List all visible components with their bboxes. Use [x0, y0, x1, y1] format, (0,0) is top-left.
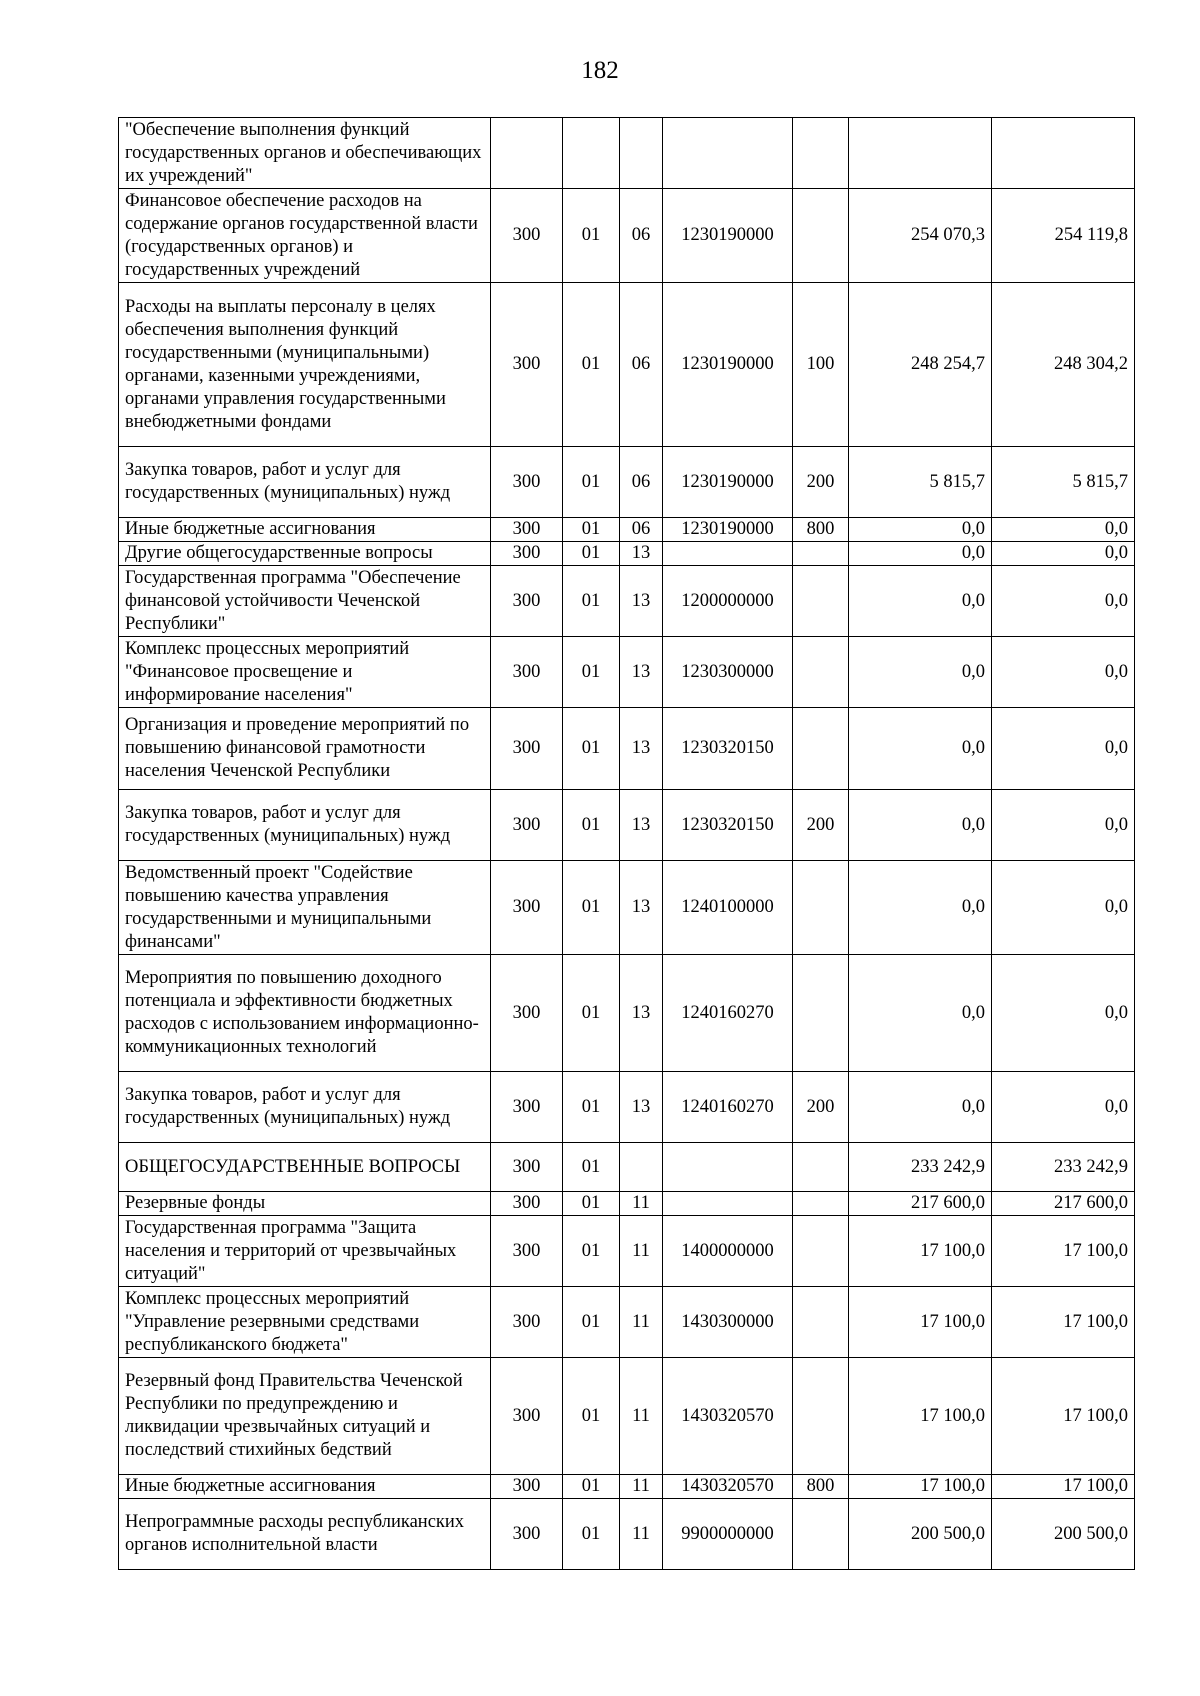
- row-name: ОБЩЕГОСУДАРСТВЕННЫЕ ВОПРОСЫ: [119, 1143, 491, 1192]
- row-name: Иные бюджетные ассигнования: [119, 1475, 491, 1499]
- row-name: Резервный фонд Правительства Чеченской Республики по предупреждению и ликвидации чрезвычайных ситуаций и последствий стихийных бедствий: [119, 1358, 491, 1475]
- amount-year-2: [992, 118, 1135, 189]
- code-section: 01: [563, 1499, 620, 1570]
- code-subsection: 06: [620, 518, 663, 542]
- amount-year-1: 0,0: [849, 637, 992, 708]
- table-row: [119, 447, 1135, 518]
- amount-year-2: 0,0: [992, 955, 1135, 1072]
- amount-year-1: 248 254,7: [849, 283, 992, 447]
- code-section: 01: [563, 1358, 620, 1475]
- row-name: Финансовое обеспечение расходов на содержание органов государственной власти (государственных органов) и государственных учреждений: [119, 189, 491, 283]
- code-ved: 300: [491, 861, 563, 955]
- code-ved: 300: [491, 447, 563, 518]
- table-body: [119, 118, 1135, 1570]
- row-name: Комплекс процессных мероприятий "Финансовое просвещение и информирование населения": [119, 637, 491, 708]
- code-ved: 300: [491, 790, 563, 861]
- code-target-article: 1230190000: [663, 447, 793, 518]
- amount-year-1: 0,0: [849, 955, 992, 1072]
- code-subsection: 13: [620, 955, 663, 1072]
- code-ved: [491, 118, 563, 189]
- table-row: [119, 1358, 1135, 1475]
- row-name: Организация и проведение мероприятий по повышению финансовой грамотности населения Чеченской Республики: [119, 708, 491, 790]
- code-section: 01: [563, 861, 620, 955]
- code-subsection: 13: [620, 1072, 663, 1143]
- table-row: [119, 1499, 1135, 1570]
- code-subsection: 13: [620, 790, 663, 861]
- amount-year-2: 248 304,2: [992, 283, 1135, 447]
- code-target-article: 1230190000: [663, 283, 793, 447]
- code-subsection: 06: [620, 447, 663, 518]
- amount-year-2: 0,0: [992, 1072, 1135, 1143]
- amount-year-1: [849, 118, 992, 189]
- code-section: 01: [563, 708, 620, 790]
- table-row: [119, 1287, 1135, 1358]
- amount-year-2: 17 100,0: [992, 1287, 1135, 1358]
- code-expense-type: [793, 1358, 849, 1475]
- amount-year-1: 0,0: [849, 1072, 992, 1143]
- table-row: [119, 637, 1135, 708]
- code-subsection: [620, 118, 663, 189]
- code-expense-type: [793, 637, 849, 708]
- code-target-article: 1240100000: [663, 861, 793, 955]
- code-ved: 300: [491, 708, 563, 790]
- amount-year-2: 17 100,0: [992, 1358, 1135, 1475]
- amount-year-2: 233 242,9: [992, 1143, 1135, 1192]
- code-expense-type: [793, 1499, 849, 1570]
- table-row: [119, 518, 1135, 542]
- code-subsection: 06: [620, 189, 663, 283]
- code-section: [563, 118, 620, 189]
- amount-year-1: 0,0: [849, 861, 992, 955]
- code-expense-type: [793, 1143, 849, 1192]
- code-target-article: 1230300000: [663, 637, 793, 708]
- table-row: [119, 1216, 1135, 1287]
- code-section: 01: [563, 542, 620, 566]
- code-target-article: 1240160270: [663, 1072, 793, 1143]
- amount-year-1: 0,0: [849, 566, 992, 637]
- code-target-article: [663, 1192, 793, 1216]
- table-row: [119, 1192, 1135, 1216]
- code-ved: 300: [491, 637, 563, 708]
- amount-year-2: 254 119,8: [992, 189, 1135, 283]
- row-name: Закупка товаров, работ и услуг для государственных (муниципальных) нужд: [119, 790, 491, 861]
- code-section: 01: [563, 566, 620, 637]
- table-row: [119, 118, 1135, 189]
- code-target-article: 9900000000: [663, 1499, 793, 1570]
- row-name: Другие общегосударственные вопросы: [119, 542, 491, 566]
- table-row: [119, 790, 1135, 861]
- code-section: 01: [563, 1143, 620, 1192]
- code-section: 01: [563, 1216, 620, 1287]
- code-subsection: 06: [620, 283, 663, 447]
- row-name: Резервные фонды: [119, 1192, 491, 1216]
- row-name: Расходы на выплаты персоналу в целях обеспечения выполнения функций государственными (муниципальными) органами, казенными учреждениями, органами управления государственными внебюджетными фондами: [119, 283, 491, 447]
- table-row: [119, 955, 1135, 1072]
- code-subsection: 11: [620, 1499, 663, 1570]
- amount-year-2: 0,0: [992, 637, 1135, 708]
- amount-year-1: 233 242,9: [849, 1143, 992, 1192]
- code-target-article: 1400000000: [663, 1216, 793, 1287]
- code-expense-type: [793, 861, 849, 955]
- code-target-article: 1230190000: [663, 189, 793, 283]
- amount-year-1: 0,0: [849, 790, 992, 861]
- amount-year-1: 217 600,0: [849, 1192, 992, 1216]
- row-name: Закупка товаров, работ и услуг для государственных (муниципальных) нужд: [119, 447, 491, 518]
- code-section: 01: [563, 518, 620, 542]
- amount-year-2: 0,0: [992, 542, 1135, 566]
- code-target-article: 1230320150: [663, 708, 793, 790]
- page-number: 182: [581, 57, 619, 84]
- code-section: 01: [563, 283, 620, 447]
- code-subsection: 13: [620, 708, 663, 790]
- table-row: [119, 189, 1135, 283]
- amount-year-1: 17 100,0: [849, 1475, 992, 1499]
- amount-year-2: 5 815,7: [992, 447, 1135, 518]
- code-expense-type: 800: [793, 1475, 849, 1499]
- table-row: [119, 1143, 1135, 1192]
- code-expense-type: 200: [793, 447, 849, 518]
- amount-year-1: 17 100,0: [849, 1216, 992, 1287]
- row-name: Мероприятия по повышению доходного потенциала и эффективности бюджетных расходов с использованием информационно-коммуникационных технологий: [119, 955, 491, 1072]
- code-section: 01: [563, 790, 620, 861]
- code-subsection: 11: [620, 1192, 663, 1216]
- code-section: 01: [563, 1072, 620, 1143]
- code-expense-type: [793, 708, 849, 790]
- table-row: [119, 1475, 1135, 1499]
- amount-year-2: 217 600,0: [992, 1192, 1135, 1216]
- code-expense-type: [793, 189, 849, 283]
- code-expense-type: 100: [793, 283, 849, 447]
- amount-year-1: 0,0: [849, 518, 992, 542]
- code-target-article: 1240160270: [663, 955, 793, 1072]
- row-name: Государственная программа "Обеспечение финансовой устойчивости Чеченской Республики": [119, 566, 491, 637]
- amount-year-2: 17 100,0: [992, 1475, 1135, 1499]
- code-ved: 300: [491, 955, 563, 1072]
- code-target-article: 1430300000: [663, 1287, 793, 1358]
- code-section: 01: [563, 1192, 620, 1216]
- row-name: Непрограммные расходы республиканских органов исполнительной власти: [119, 1499, 491, 1570]
- code-target-article: [663, 542, 793, 566]
- code-ved: 300: [491, 1216, 563, 1287]
- code-ved: 300: [491, 1287, 563, 1358]
- code-subsection: 11: [620, 1358, 663, 1475]
- code-subsection: 13: [620, 637, 663, 708]
- amount-year-1: 17 100,0: [849, 1358, 992, 1475]
- code-ved: 300: [491, 283, 563, 447]
- code-target-article: [663, 118, 793, 189]
- table-row: [119, 708, 1135, 790]
- code-subsection: 13: [620, 861, 663, 955]
- amount-year-1: 17 100,0: [849, 1287, 992, 1358]
- amount-year-1: 254 070,3: [849, 189, 992, 283]
- code-subsection: 11: [620, 1216, 663, 1287]
- code-target-article: 1430320570: [663, 1475, 793, 1499]
- code-expense-type: 200: [793, 1072, 849, 1143]
- code-ved: 300: [491, 189, 563, 283]
- amount-year-2: 0,0: [992, 518, 1135, 542]
- code-section: 01: [563, 1475, 620, 1499]
- code-target-article: 1230190000: [663, 518, 793, 542]
- budget-table: [118, 117, 1135, 1570]
- amount-year-2: 0,0: [992, 790, 1135, 861]
- code-subsection: [620, 1143, 663, 1192]
- code-subsection: 13: [620, 566, 663, 637]
- code-expense-type: [793, 566, 849, 637]
- code-expense-type: [793, 955, 849, 1072]
- code-target-article: [663, 1143, 793, 1192]
- code-ved: 300: [491, 542, 563, 566]
- code-expense-type: 800: [793, 518, 849, 542]
- row-name: "Обеспечение выполнения функций государственных органов и обеспечивающих их учреждений": [119, 118, 491, 189]
- code-expense-type: [793, 1216, 849, 1287]
- code-ved: 300: [491, 1072, 563, 1143]
- code-subsection: 13: [620, 542, 663, 566]
- code-expense-type: [793, 1192, 849, 1216]
- row-name: Ведомственный проект "Содействие повышению качества управления государственными и муниципальными финансами": [119, 861, 491, 955]
- code-section: 01: [563, 447, 620, 518]
- code-subsection: 11: [620, 1475, 663, 1499]
- code-section: 01: [563, 1287, 620, 1358]
- row-name: Комплекс процессных мероприятий "Управление резервными средствами республиканского бюджета": [119, 1287, 491, 1358]
- row-name: Иные бюджетные ассигнования: [119, 518, 491, 542]
- amount-year-1: 0,0: [849, 542, 992, 566]
- amount-year-2: 0,0: [992, 861, 1135, 955]
- table-row: [119, 542, 1135, 566]
- code-ved: 300: [491, 518, 563, 542]
- code-expense-type: 200: [793, 790, 849, 861]
- amount-year-2: 200 500,0: [992, 1499, 1135, 1570]
- table-row: [119, 861, 1135, 955]
- table-row: [119, 1072, 1135, 1143]
- code-ved: 300: [491, 1143, 563, 1192]
- code-expense-type: [793, 1287, 849, 1358]
- amount-year-2: 0,0: [992, 566, 1135, 637]
- code-subsection: 11: [620, 1287, 663, 1358]
- row-name: Государственная программа "Защита населения и территорий от чрезвычайных ситуаций": [119, 1216, 491, 1287]
- table-row: [119, 283, 1135, 447]
- code-expense-type: [793, 118, 849, 189]
- table-row: [119, 566, 1135, 637]
- amount-year-1: 0,0: [849, 708, 992, 790]
- code-ved: 300: [491, 566, 563, 637]
- amount-year-1: 5 815,7: [849, 447, 992, 518]
- code-expense-type: [793, 542, 849, 566]
- code-ved: 300: [491, 1358, 563, 1475]
- code-section: 01: [563, 637, 620, 708]
- code-target-article: 1200000000: [663, 566, 793, 637]
- code-target-article: 1430320570: [663, 1358, 793, 1475]
- code-ved: 300: [491, 1475, 563, 1499]
- row-name: Закупка товаров, работ и услуг для государственных (муниципальных) нужд: [119, 1072, 491, 1143]
- amount-year-2: 0,0: [992, 708, 1135, 790]
- code-ved: 300: [491, 1192, 563, 1216]
- code-ved: 300: [491, 1499, 563, 1570]
- amount-year-1: 200 500,0: [849, 1499, 992, 1570]
- code-section: 01: [563, 955, 620, 1072]
- code-target-article: 1230320150: [663, 790, 793, 861]
- amount-year-2: 17 100,0: [992, 1216, 1135, 1287]
- code-section: 01: [563, 189, 620, 283]
